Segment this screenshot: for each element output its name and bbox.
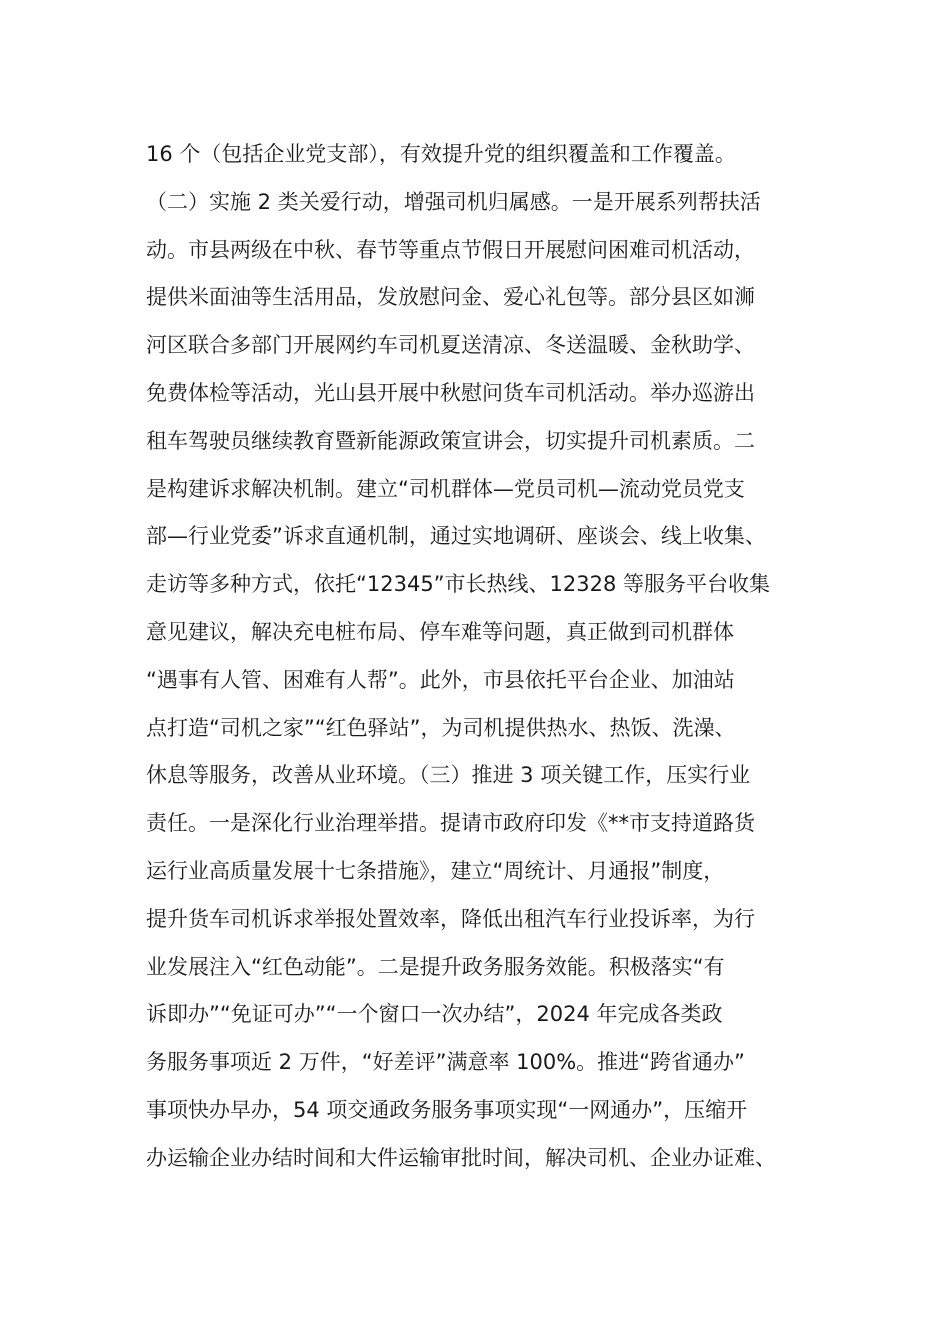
- text-line-4: 提供米面油等生活用品，发放慰问金、爱心礼包等。部分县区如浉: [146, 285, 755, 310]
- text-line-21: 事项快办早办，54 项交通政务服务事项实现“一网通办”，压缩开: [146, 1097, 748, 1122]
- text-line-8: 是构建诉求解决机制。建立“司机群体—党员司机—流动党员党支: [146, 476, 745, 501]
- text-line-2: （二）实施 2 类关爱行动，增强司机归属感。一是开展系列帮扶活: [146, 189, 761, 214]
- text-line-13: 点打造“司机之家”“红色驿站”，为司机提供热水、热饭、洗澡、: [146, 715, 736, 740]
- text-line-17: 提升货车司机诉求举报处置效率，降低出租汽车行业投诉率，为行: [146, 906, 755, 931]
- text-line-11: 意见建议，解决充电桩布局、停车难等问题，真正做到司机群体: [146, 619, 734, 644]
- text-line-20: 务服务事项近 2 万件，“好差评”满意率 100%。推进“跨省通办”: [146, 1050, 745, 1075]
- text-line-6: 免费体检等活动，光山县开展中秋慰问货车司机活动。举办巡游出: [146, 380, 755, 405]
- text-line-15: 责任。一是深化行业治理举措。提请市政府印发《**市支持道路货: [146, 811, 755, 836]
- text-line-14: 休息等服务，改善从业环境。（三）推进 3 项关键工作，压实行业: [146, 763, 751, 788]
- text-line-16: 运行业高质量发展十七条措施》，建立“周统计、月通报”制度，: [146, 858, 725, 883]
- text-line-3: 动。市县两级在中秋、春节等重点节假日开展慰问困难司机活动，: [146, 237, 755, 262]
- text-line-10: 走访等多种方式，依托“12345”市长热线、12328 等服务平台收集: [146, 572, 771, 597]
- text-line-7: 租车驾驶员继续教育暨新能源政策宣讲会，切实提升司机素质。二: [146, 428, 755, 453]
- text-line-18: 业发展注入“红色动能”。二是提升政务服务效能。积极落实“有: [146, 954, 725, 979]
- text-line-1: 16 个（包括企业党支部），有效提升党的组织覆盖和工作覆盖。: [146, 142, 736, 166]
- text-line-22: 办运输企业办结时间和大件运输审批时间，解决司机、企业办证难、: [146, 1145, 776, 1170]
- body-text: [146, 131, 836, 1183]
- text-line-5: 河区联合多部门开展网约车司机夏送清凉、冬送温暖、金秋助学、: [146, 333, 755, 358]
- text-line-9: 部—行业党委”诉求直通机制，通过实地调研、座谈会、线上收集、: [146, 524, 766, 549]
- text-line-19: 诉即办”“免证可办”“一个窗口一次办结”，2024 年完成各类政: [146, 1002, 723, 1027]
- text-line-12: “遇事有人管、困难有人帮”。此外，市县依托平台企业、加油站: [146, 667, 735, 692]
